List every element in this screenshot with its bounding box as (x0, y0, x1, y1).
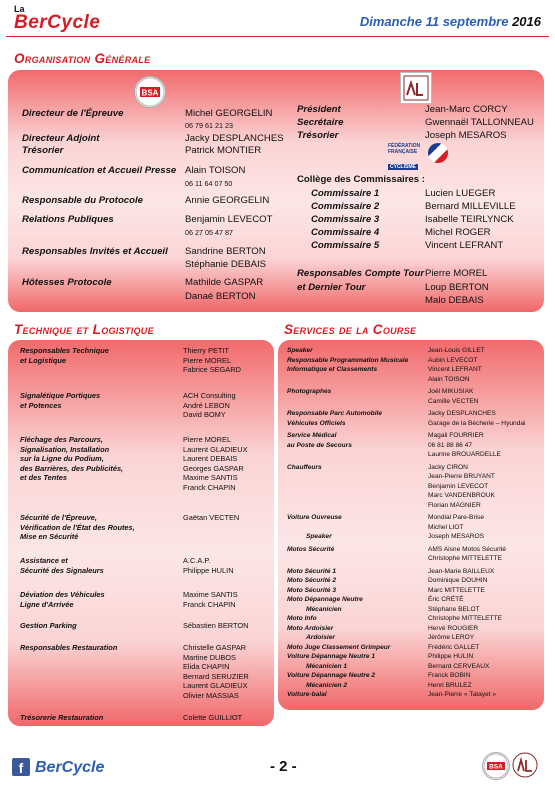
technique-label: et Logistique (20, 355, 66, 365)
org-label-adjoint: Directeur Adjoint (22, 133, 100, 144)
services-name: Franck BOBIN (428, 672, 471, 679)
services-label: Voiture Dépannage Neutre 2 (287, 672, 376, 679)
services-name: Garage de la Bécherie – Hyundai (428, 419, 526, 427)
services-name: Frédéric GALLET (428, 643, 480, 651)
services-name: Henri BRULEZ (428, 681, 472, 689)
services-name: Éric CRÉTÉ (428, 596, 464, 603)
org-name-communication: Alain TOISON (185, 165, 246, 176)
services-name: Jean-Pierre BRUYANT (428, 473, 495, 480)
services-name: Jérôme LEROY (428, 634, 475, 641)
compte-tour-name-1: Pierre MOREL (425, 268, 488, 279)
services-label: Mécanicien 1 (306, 662, 348, 670)
services-name: Vincent LEFRANT (428, 366, 482, 373)
org-name-protocole: Annie GEORGELIN (185, 195, 270, 206)
commissaire-3-name: Isabelle TEIRLYNCK (425, 214, 514, 225)
services-name: Christophe MITTELETTE (428, 555, 503, 562)
services-label: Moto Info (287, 615, 317, 622)
logo-bercycle: BerCycle (14, 12, 101, 33)
technique-name: Franck CHAPIN (183, 599, 236, 609)
technique-name: Sébastien BERTON (183, 621, 249, 630)
logo-la: La (14, 4, 25, 14)
services-name: Magali FOURRIER (428, 432, 484, 439)
page-number: - 2 - (270, 758, 297, 775)
commissaire-1-label: Commissaire 1 (311, 188, 380, 199)
technique-label: et des Tentes (20, 473, 67, 482)
services-name: Camille VECTEN (428, 397, 479, 405)
svg-text:BSA: BSA (141, 88, 159, 98)
commissaire-1-name: Lucien LUEGER (425, 188, 496, 199)
technique-name: Elida CHAPIN (183, 662, 230, 671)
technique-name: Georges GASPAR (183, 463, 244, 473)
technique-name: Olivier MASSIAS (183, 690, 239, 700)
services-label: au Poste de Secours (287, 441, 352, 449)
services-name: Jacky CIRON (428, 463, 468, 471)
services-label: Motos Sécurité (287, 545, 335, 553)
org-name-hotesses-2: Danaé BERTON (185, 291, 256, 302)
compte-tour-label-1: Responsables Compte Tour (297, 268, 425, 279)
org-name-invites-2: Stéphanie DEBAIS (185, 259, 267, 270)
services-name: Christophe MITTELETTE (428, 615, 503, 622)
services-label: Responsable Parc Automobile (287, 410, 383, 417)
services-name: Marc MITTELETTE (428, 586, 485, 594)
technique-label: Fléchage des Parcours, (20, 435, 103, 444)
services-name: Jean-Pierre « Tatayet » (428, 691, 497, 698)
services-name: Marc VANDENBROUK (428, 492, 495, 499)
technique-label: et Potences (20, 400, 62, 410)
footer-brand[interactable]: BerCycle (35, 759, 105, 776)
technique-name: Philippe HULIN (183, 565, 234, 575)
technique-name: A.C.A.P. (183, 556, 211, 565)
technique-label: Trésorerie Restauration (20, 713, 104, 722)
services-name: Mondial Pare-Brise (428, 514, 485, 521)
club-logo-icon (400, 72, 432, 104)
commissaire-5-label: Commissaire 5 (311, 240, 380, 251)
services-label: Moto Sécurité 3 (287, 586, 337, 594)
technique-label: des Barrières, des Publicités, (20, 463, 124, 473)
technique-label: Responsables Restauration (20, 643, 118, 652)
commissaire-5-name: Vincent LEFRANT (425, 240, 504, 251)
technique-label: sur la Ligne du Podium, (20, 454, 104, 463)
org-label-relations: Relations Publiques (22, 214, 114, 225)
services-label: Voiture Ouvreuse (287, 514, 342, 521)
compte-tour-name-3: Malo DEBAIS (425, 295, 484, 306)
services-label: Chauffeurs (287, 463, 322, 471)
technique-label: Vérification de l'État des Routes, (20, 522, 135, 532)
services-label: Moto Sécurité 1 (287, 567, 337, 575)
org-label-hotesses: Hôtesses Protocole (22, 277, 112, 288)
facebook-icon[interactable]: f (12, 758, 30, 776)
club-footer-logo-icon (512, 752, 538, 778)
ffc-logo-icon: FÉDÉRATION FRANÇAISE CYCLISME (388, 143, 450, 169)
org-name-relations: Benjamin LEVECOT (185, 214, 273, 225)
services-label: Voiture Dépannage Neutre 1 (287, 653, 376, 660)
services-name: Florian MAGNIER (428, 501, 481, 509)
services-name: Stéphane BELOT (428, 605, 480, 613)
compte-tour-label-2: et Dernier Tour (297, 282, 366, 293)
technique-label: Sécurité des Signaleurs (20, 565, 104, 575)
technique-title: Technique et Logistique (14, 322, 154, 337)
services-name: Hervé ROUGIER (428, 624, 479, 632)
services-label: Moto Juge Classement Grimpeur (287, 643, 391, 651)
commissaire-2-name: Bernard MILLEVILLE (425, 201, 516, 212)
services-label: Service Médical (287, 432, 337, 439)
services-label: Mécanicien (306, 605, 342, 613)
services-name: Joseph MESAROS (428, 533, 485, 540)
technique-name: Maxime SANTIS (183, 590, 238, 599)
technique-label: Signalisation, Installation (20, 444, 110, 454)
technique-name: Fabrice SEGARD (183, 365, 241, 374)
org-name-tresorier-right: Joseph MESAROS (425, 130, 507, 141)
technique-label: Assistance et (20, 556, 68, 565)
commissaire-2-label: Commissaire 2 (311, 201, 380, 212)
technique-name: David BOMY (183, 410, 226, 419)
svg-text:BSA: BSA (489, 763, 503, 771)
technique-name: Laurent GLADIEUX (183, 444, 248, 454)
services-name: Dominique DOUHIN (428, 577, 488, 584)
bsa-logo-icon (134, 76, 166, 108)
commissaire-4-name: Michel ROGER (425, 227, 491, 238)
org-label-president: Président (297, 104, 341, 115)
technique-name: Martine DUBOS (183, 652, 236, 662)
organisation-title: Organisation Générale (14, 51, 151, 66)
org-label-tresorier: Trésorier (22, 145, 64, 156)
services-label: Photographes (287, 388, 332, 395)
event-date: Dimanche 11 septembre 2016 (359, 14, 541, 29)
services-name: Aubin LEVECOT (428, 356, 478, 364)
technique-label: Déviation des Véhicules (20, 590, 105, 599)
services-name: Bernard CERVEAUX (428, 662, 490, 670)
org-name-president: Jean-Marc CORCY (425, 104, 508, 115)
technique-label: Responsables Technique (20, 346, 109, 355)
services-label: Moto Sécurité 2 (287, 577, 337, 584)
services-label: Mécanicien 2 (306, 681, 348, 689)
services-name: AMS Aisne Motos Sécurité (428, 545, 507, 553)
technique-name: Laurent DEBAIS (183, 454, 238, 463)
org-label-tresorier-right: Trésorier (297, 130, 339, 141)
services-name: 06 81 88 86 47 (428, 441, 472, 449)
org-label-communication: Communication et Accueil Presse (22, 165, 177, 176)
org-label-directeur: Directeur de l'Épreuve (22, 108, 124, 119)
services-label: Responsable Programmation Musicale (287, 356, 409, 364)
org-name-directeur: Michel GEORGELIN (185, 108, 273, 119)
services-name: Jean-Marie BAILLEUX (428, 567, 495, 575)
technique-name: Pierre MOREL (183, 435, 232, 444)
org-phone-directeur: 06 79 61 21 23 (185, 121, 233, 130)
commissaire-4-label: Commissaire 4 (311, 227, 380, 238)
services-label: Informatique et Classements (287, 366, 378, 373)
college-title: Collège des Commissaires : (297, 174, 425, 185)
technique-name: Thierry PETIT (183, 346, 229, 355)
services-name: Jean-Louis GILLET (428, 347, 485, 354)
org-name-hotesses-1: Mathilde GASPAR (185, 277, 264, 288)
org-label-secretaire: Secrétaire (297, 117, 344, 128)
services-label: Ardoisier (306, 634, 335, 641)
services-label: Moto Dépannage Neutre (287, 596, 363, 603)
services-title: Services de la Course (284, 322, 417, 337)
commissaire-3-label: Commissaire 3 (311, 214, 380, 225)
services-name: Benjamin LEVECOT (428, 482, 489, 490)
services-label: Moto Ardoisier (287, 624, 334, 632)
org-phone-relations: 06 27 05 47 87 (185, 228, 233, 237)
header-divider (6, 36, 549, 37)
technique-name: Christelle GASPAR (183, 643, 247, 652)
bsa-footer-logo-icon (482, 752, 510, 780)
services-label: Speaker (287, 347, 313, 354)
technique-name: Colette GUILLIOT (183, 713, 243, 722)
services-name: Jacky DESPLANCHES (428, 410, 496, 417)
technique-label: Sécurité de l'Épreuve, (20, 513, 97, 522)
services-name: Alain TOISON (428, 375, 470, 383)
technique-label: Mise en Sécurité (20, 532, 79, 541)
technique-name: Gaëtan VECTEN (183, 513, 240, 522)
services-name: Laurine BROUARDELLE (428, 451, 501, 458)
technique-label: Gestion Parking (20, 621, 77, 630)
technique-name: Laurent GLADIEUX (183, 681, 248, 690)
technique-name: ACH Consulting (183, 391, 236, 400)
compte-tour-name-2: Loup BERTON (425, 282, 489, 293)
services-label: Véhicules Officiels (287, 419, 346, 427)
org-phone-communication: 06 11 64 07 50 (185, 179, 233, 188)
org-label-invites: Responsables Invités et Accueil (22, 246, 168, 257)
services-name: Philippe HULIN (428, 653, 474, 660)
technique-label: Ligne d'Arrivée (20, 599, 74, 609)
org-name-tresorier: Patrick MONTIER (185, 145, 262, 156)
technique-name: André LEBON (183, 400, 230, 410)
services-label: Voiture-balai (287, 691, 327, 698)
services-name: Michel LIOT (428, 523, 464, 531)
technique-name: Franck CHAPIN (183, 482, 236, 492)
technique-label: Signalétique Portiques (20, 391, 101, 400)
org-name-secretaire: Gwennaël TALLONNEAU (425, 117, 534, 128)
technique-name: Maxime SANTIS (183, 473, 238, 482)
org-label-protocole: Responsable du Protocole (22, 195, 144, 206)
technique-name: Pierre MOREL (183, 355, 232, 365)
services-name: Joël MIKUSIAK (428, 388, 474, 395)
org-name-invites-1: Sandrine BERTON (185, 246, 266, 257)
services-label: Speaker (306, 533, 332, 540)
technique-name: Bernard SERUZIER (183, 671, 249, 681)
org-name-adjoint: Jacky DESPLANCHES (185, 133, 284, 144)
